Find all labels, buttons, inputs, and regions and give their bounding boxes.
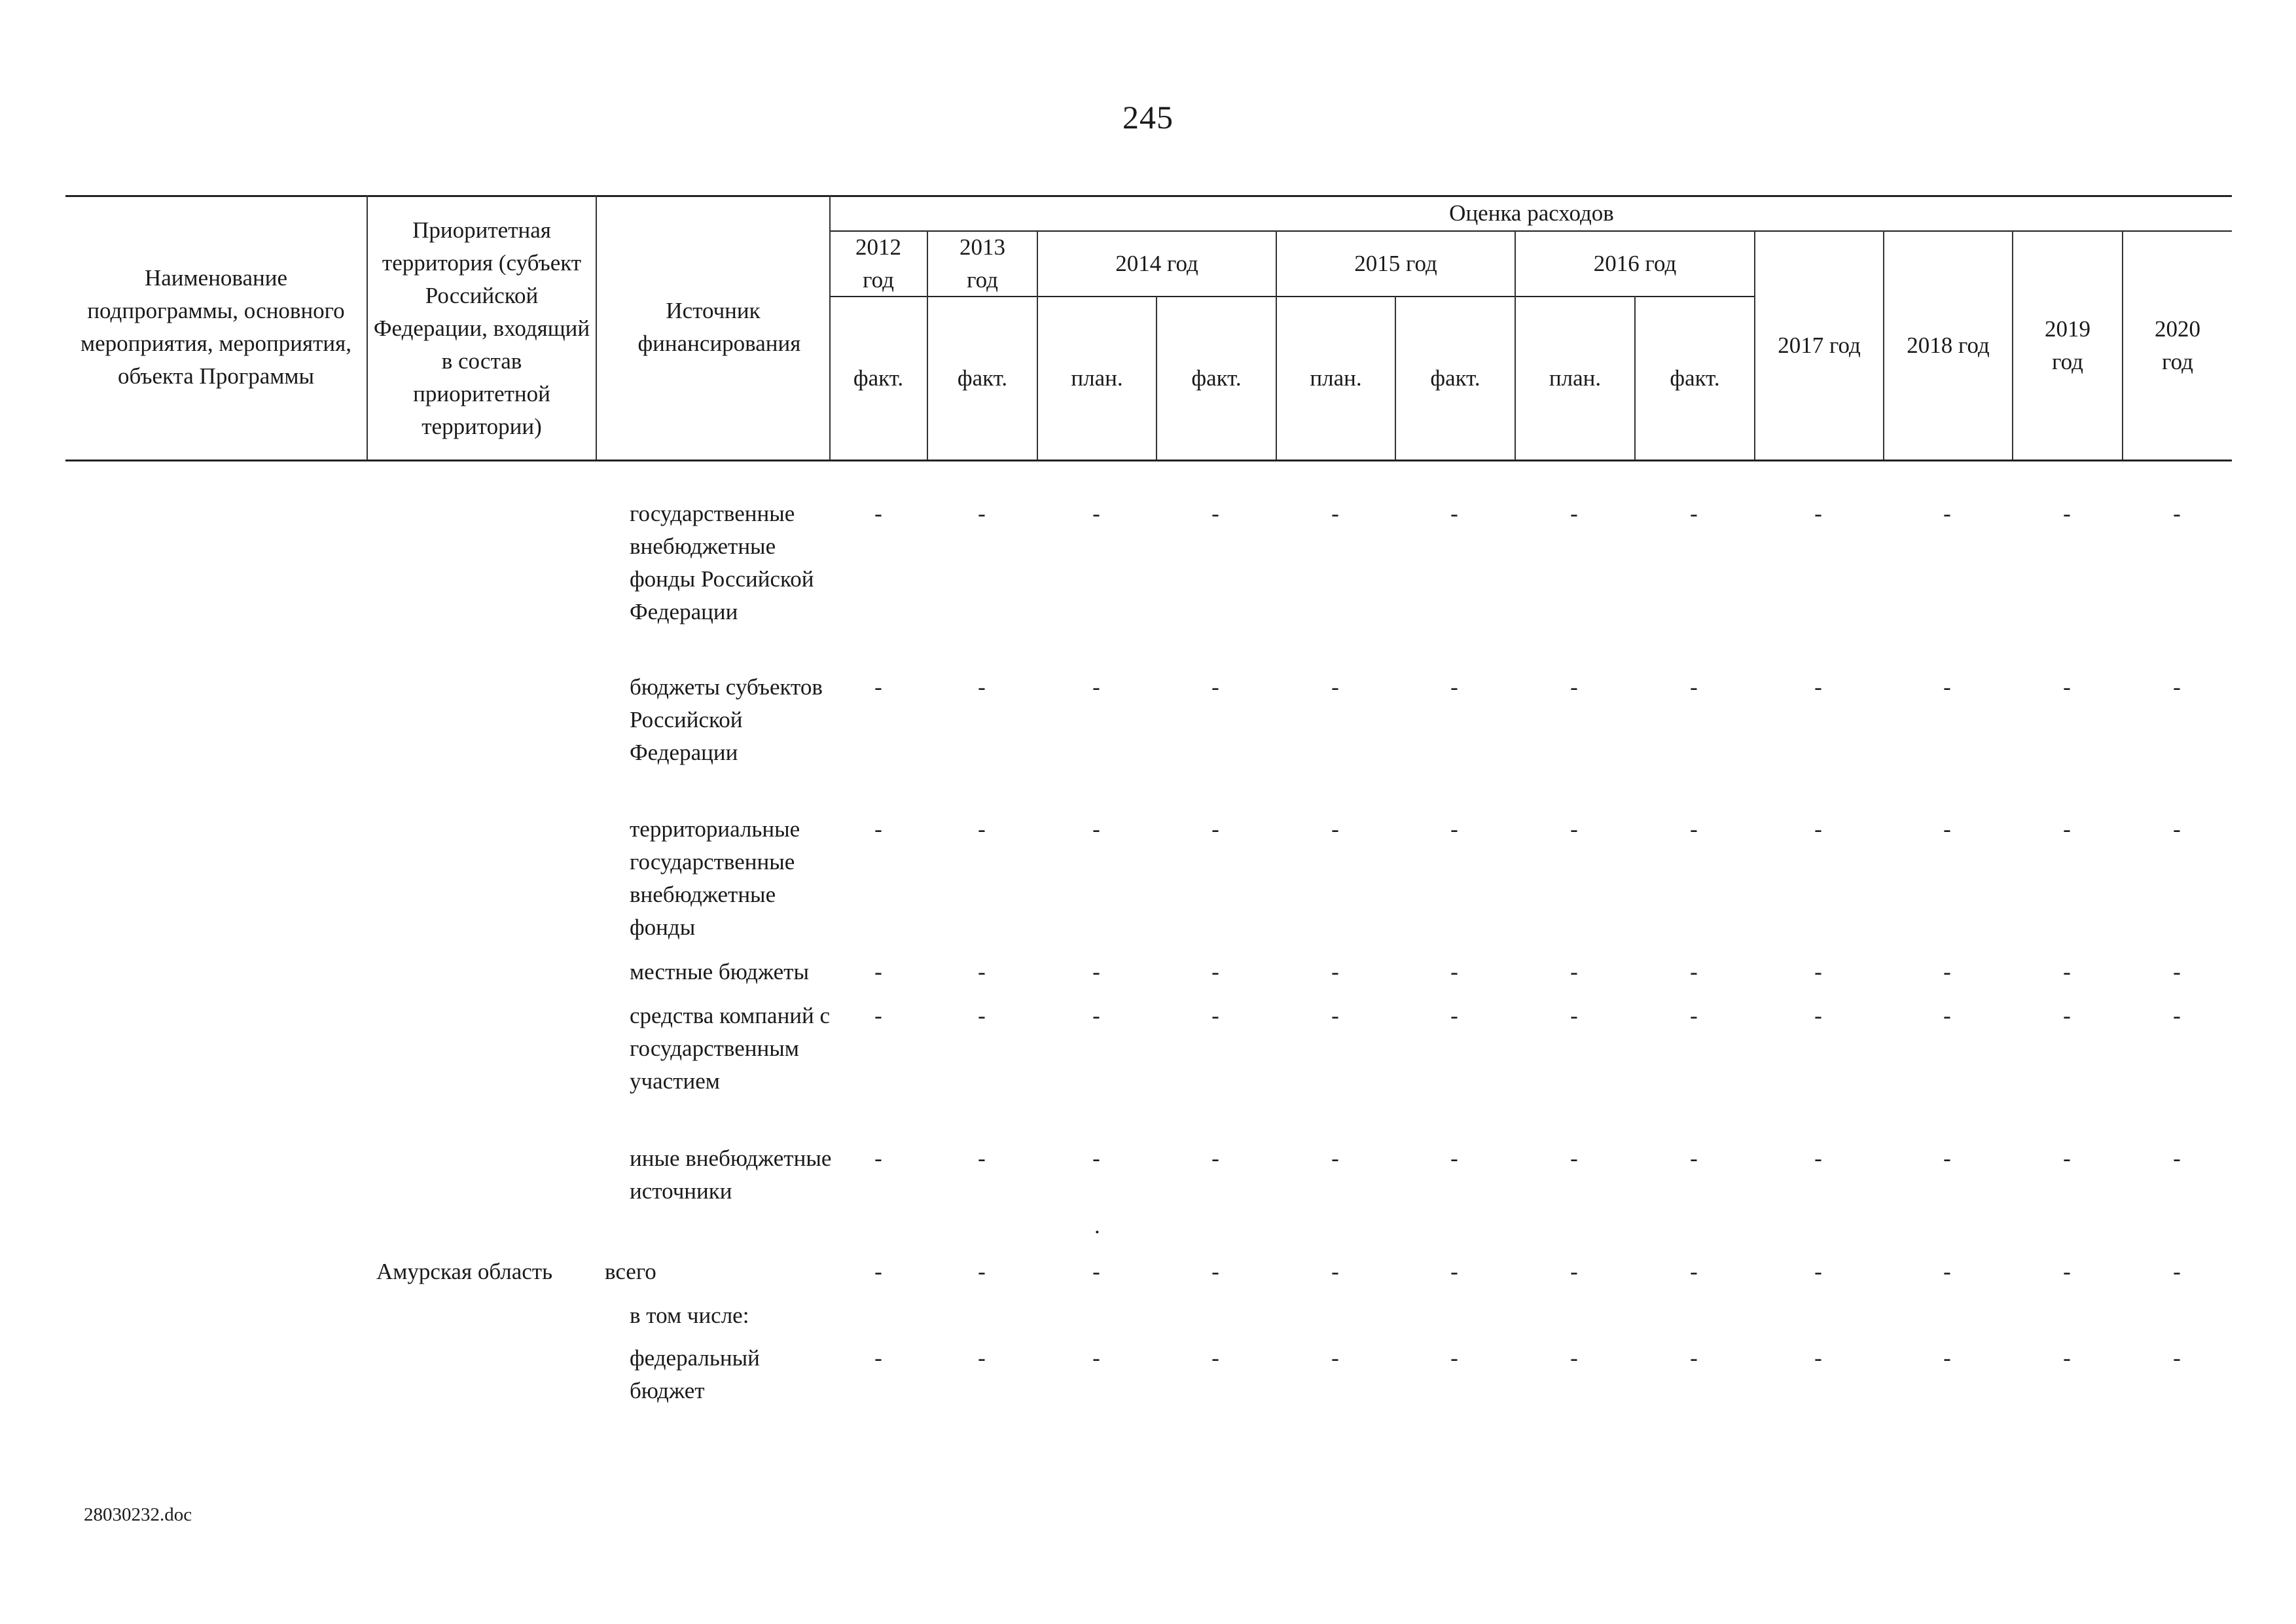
row-value: - [2063, 1003, 2071, 1028]
row-value: - [1570, 501, 1578, 526]
subheader-label: план. [1310, 365, 1362, 391]
subheader-label: факт. [1191, 365, 1242, 391]
row-value: - [1211, 959, 1219, 984]
row-source: государственные внебюджетные фонды Российской Федерации [630, 501, 814, 624]
row-value: - [978, 959, 986, 984]
row-value: - [874, 1146, 882, 1171]
row-value: - [1943, 1345, 1951, 1371]
row-value: - [1211, 1345, 1219, 1371]
subheader-2013-fact [928, 297, 1037, 460]
header-year-2018 [1884, 232, 2012, 460]
row-value: - [1814, 1146, 1822, 1171]
header-year-2014 [1038, 232, 1276, 296]
row-value: - [1570, 1003, 1578, 1028]
row-value: - [1814, 501, 1822, 526]
row-value: - [1331, 1345, 1339, 1371]
row-value: - [1690, 1146, 1698, 1171]
header-name-col [72, 196, 360, 458]
stray-mark: . [1094, 1213, 1100, 1238]
row-value: - [1211, 816, 1219, 842]
row-value: - [2173, 816, 2181, 842]
row-value: - [874, 959, 882, 984]
row-value: - [2063, 816, 2071, 842]
header-territory-col-text: Приоритетная территория (субъект Российской Федерации, входящий в состав приоритетной территории) [373, 217, 590, 439]
row-value: - [2063, 674, 2071, 700]
subheader-2014-fact [1157, 297, 1276, 460]
row-value: - [1331, 1003, 1339, 1028]
header-year-2017 [1755, 232, 1883, 460]
page-number: 245 [1122, 99, 1174, 135]
row-value: - [1814, 959, 1822, 984]
row-value: - [1092, 674, 1100, 700]
row-value: - [1690, 501, 1698, 526]
row-source: средства компаний с государственным участием [630, 1003, 831, 1094]
row-value: - [978, 501, 986, 526]
subheader-2016-plan [1516, 297, 1634, 460]
row-value: - [2063, 959, 2071, 984]
row-value: - [1092, 816, 1100, 842]
row-value: - [1450, 959, 1458, 984]
header-territory-col [368, 196, 596, 461]
row-value: - [1331, 501, 1339, 526]
row-value: - [978, 1345, 986, 1371]
row-value: - [1690, 1003, 1698, 1028]
row-value: - [2063, 1259, 2071, 1284]
row-value: - [1690, 959, 1698, 984]
row-value: - [1092, 1146, 1100, 1171]
header-year-2020 [2123, 232, 2232, 460]
row-value: - [2173, 1345, 2181, 1371]
row-value: - [1211, 1146, 1219, 1171]
row-source: в том числе: [630, 1303, 749, 1328]
row-value: - [2173, 674, 2181, 700]
row-value: - [1943, 1146, 1951, 1171]
row-value: - [1943, 959, 1951, 984]
row-value: - [1814, 1003, 1822, 1028]
row-value: - [1690, 1345, 1698, 1371]
header-year-2014-text: 2014 год [1115, 251, 1198, 276]
row-value: - [1943, 501, 1951, 526]
row-value: - [1690, 1259, 1698, 1284]
row-value: - [1331, 959, 1339, 984]
header-expenses-group [1309, 196, 1754, 230]
header-source-col [597, 196, 829, 458]
subheader-2015-plan [1277, 297, 1395, 460]
header-expenses-group-text: Оценка расходов [1449, 200, 1614, 226]
row-value: - [1814, 1259, 1822, 1284]
row-value: - [2173, 1003, 2181, 1028]
row-value: - [978, 816, 986, 842]
subheader-2012-fact [830, 297, 927, 460]
header-name-col-text: Наименование подпрограммы, основного мероприятия, мероприятия, объекта Программы [81, 265, 351, 389]
row-value: - [2063, 1345, 2071, 1371]
row-value: - [2173, 1259, 2181, 1284]
row-value: - [1943, 1259, 1951, 1284]
row-value: - [1814, 674, 1822, 700]
header-source-col-text: Источник финансирования [637, 298, 801, 356]
row-value: - [978, 1259, 986, 1284]
row-value: - [1814, 1345, 1822, 1371]
row-value: - [1331, 816, 1339, 842]
row-value: - [1690, 816, 1698, 842]
subheader-label: план. [1071, 365, 1123, 391]
header-year-2018-text: 2018 год [1907, 333, 1990, 358]
row-value: - [1331, 1259, 1339, 1284]
row-value: - [2173, 959, 2181, 984]
header-year-2015 [1277, 232, 1515, 296]
subheader-label: факт. [853, 365, 904, 391]
header-year-2019-text: 2019 год [2045, 316, 2090, 374]
row-value: - [1450, 1146, 1458, 1171]
row-value: - [1092, 959, 1100, 984]
row-value: - [2173, 1146, 2181, 1171]
row-value: - [1943, 1003, 1951, 1028]
header-year-2015-text: 2015 год [1354, 251, 1437, 276]
row-value: - [2063, 1146, 2071, 1171]
row-value: - [978, 674, 986, 700]
row-source: бюджеты субъектов Российской Федерации [630, 674, 823, 765]
row-value: - [1814, 816, 1822, 842]
row-value: - [1450, 1345, 1458, 1371]
row-value: - [1331, 1146, 1339, 1171]
header-year-2012-text: 2012 год [855, 234, 901, 293]
row-value: - [874, 1345, 882, 1371]
subheader-2014-plan [1038, 297, 1156, 460]
row-value: - [1092, 501, 1100, 526]
header-year-2013-text: 2013 год [960, 234, 1005, 293]
row-source: федеральный бюджет [630, 1345, 760, 1403]
row-value: - [1570, 816, 1578, 842]
row-value: - [874, 1259, 882, 1284]
row-value: - [1092, 1003, 1100, 1028]
row-value: - [1450, 501, 1458, 526]
row-value: - [1092, 1345, 1100, 1371]
row-value: - [1450, 674, 1458, 700]
subheader-2016-fact [1636, 297, 1754, 460]
row-value: - [1211, 1003, 1219, 1028]
row-value: - [1943, 674, 1951, 700]
row-source: местные бюджеты [630, 959, 809, 984]
row-value: - [874, 816, 882, 842]
subheader-label: факт. [1430, 365, 1480, 391]
row-value: - [1450, 1003, 1458, 1028]
row-value: - [978, 1003, 986, 1028]
header-year-2016-text: 2016 год [1593, 251, 1677, 276]
header-year-2020-text: 2020 год [2155, 316, 2200, 374]
row-source: территориальные государственные внебюджетные фонды [630, 816, 800, 940]
row-value: - [1690, 674, 1698, 700]
header-year-2017-text: 2017 год [1778, 333, 1861, 358]
subheader-label: факт. [957, 365, 1008, 391]
row-value: - [1570, 959, 1578, 984]
subheader-2015-fact [1396, 297, 1515, 460]
row-value: - [1331, 674, 1339, 700]
row-value: - [1211, 1259, 1219, 1284]
row-value: - [1211, 501, 1219, 526]
row-value: - [1570, 1259, 1578, 1284]
row-value: - [1450, 816, 1458, 842]
row-value: - [978, 1146, 986, 1171]
row-value: - [1092, 1259, 1100, 1284]
row-source: иные внебюджетные источники [630, 1146, 832, 1204]
row-value: - [1570, 674, 1578, 700]
row-value: - [1570, 1345, 1578, 1371]
subheader-label: факт. [1670, 365, 1720, 391]
row-source: всего [605, 1259, 656, 1284]
row-value: - [874, 501, 882, 526]
row-value: - [2063, 501, 2071, 526]
row-value: - [2173, 501, 2181, 526]
document-code: 28030232.doc [84, 1504, 192, 1525]
header-year-2016 [1516, 232, 1754, 296]
header-year-2019 [2013, 232, 2122, 460]
row-value: - [1943, 816, 1951, 842]
row-value: - [874, 1003, 882, 1028]
subheader-label: план. [1549, 365, 1602, 391]
row-territory: Амурская область [376, 1259, 553, 1284]
header-year-2013 [928, 232, 1037, 296]
row-value: - [874, 674, 882, 700]
row-value: - [1211, 674, 1219, 700]
row-value: - [1570, 1146, 1578, 1171]
row-value: - [1450, 1259, 1458, 1284]
header-year-2012 [830, 232, 927, 296]
